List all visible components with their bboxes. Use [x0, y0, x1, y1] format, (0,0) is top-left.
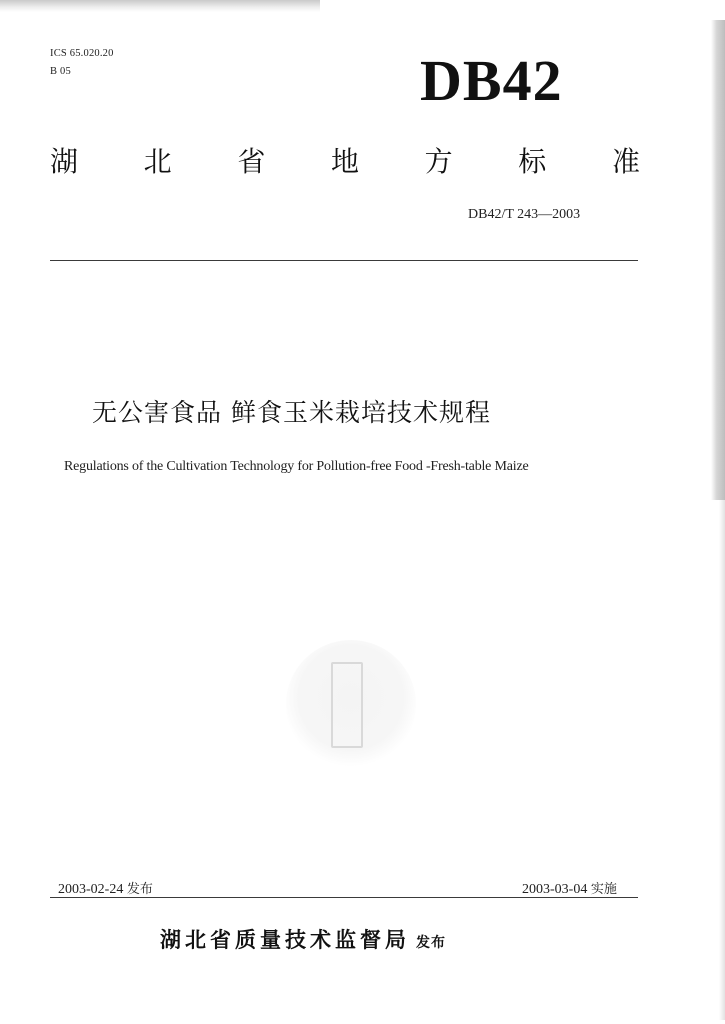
publisher-line	[160, 924, 446, 954]
standard-type-char: 准	[611, 145, 640, 178]
english-title: Regulations of the Cultivation Technology for Pollution-free Food -Fresh-table Maize	[64, 459, 529, 474]
standard-type-char: 方	[424, 145, 453, 178]
footer-divider	[50, 897, 638, 898]
header-divider	[50, 260, 638, 261]
issue-date-line	[58, 878, 153, 898]
category-code: B 05	[50, 66, 71, 77]
ics-code: ICS 65.020.20	[50, 48, 114, 59]
standard-number: DB42/T 243—2003	[468, 207, 581, 222]
standard-type-row	[50, 140, 640, 180]
standard-logo: DB42	[420, 48, 563, 113]
implement-date: 2003-03-04	[522, 882, 588, 897]
standard-type-char: 地	[330, 145, 359, 178]
standard-type-char: 省	[237, 145, 266, 178]
implement-label: 实施	[590, 882, 617, 897]
scan-shadow-right	[711, 20, 725, 500]
scan-shadow-top	[0, 0, 320, 12]
standard-type-char: 湖	[50, 145, 79, 178]
issue-label: 发布	[126, 882, 153, 897]
issue-date: 2003-02-24	[58, 882, 124, 897]
standard-type-char: 标	[518, 145, 547, 178]
implement-date-line	[522, 878, 617, 898]
publisher-name: 湖北省质量技术监督局	[160, 928, 410, 952]
standard-type-char: 北	[143, 145, 172, 178]
scan-shadow-right-lower	[719, 500, 725, 1020]
faded-seal-mark	[331, 662, 363, 748]
chinese-title: 无公害食品 鲜食玉米栽培技术规程	[92, 398, 491, 427]
publisher-suffix: 发布	[416, 935, 446, 951]
